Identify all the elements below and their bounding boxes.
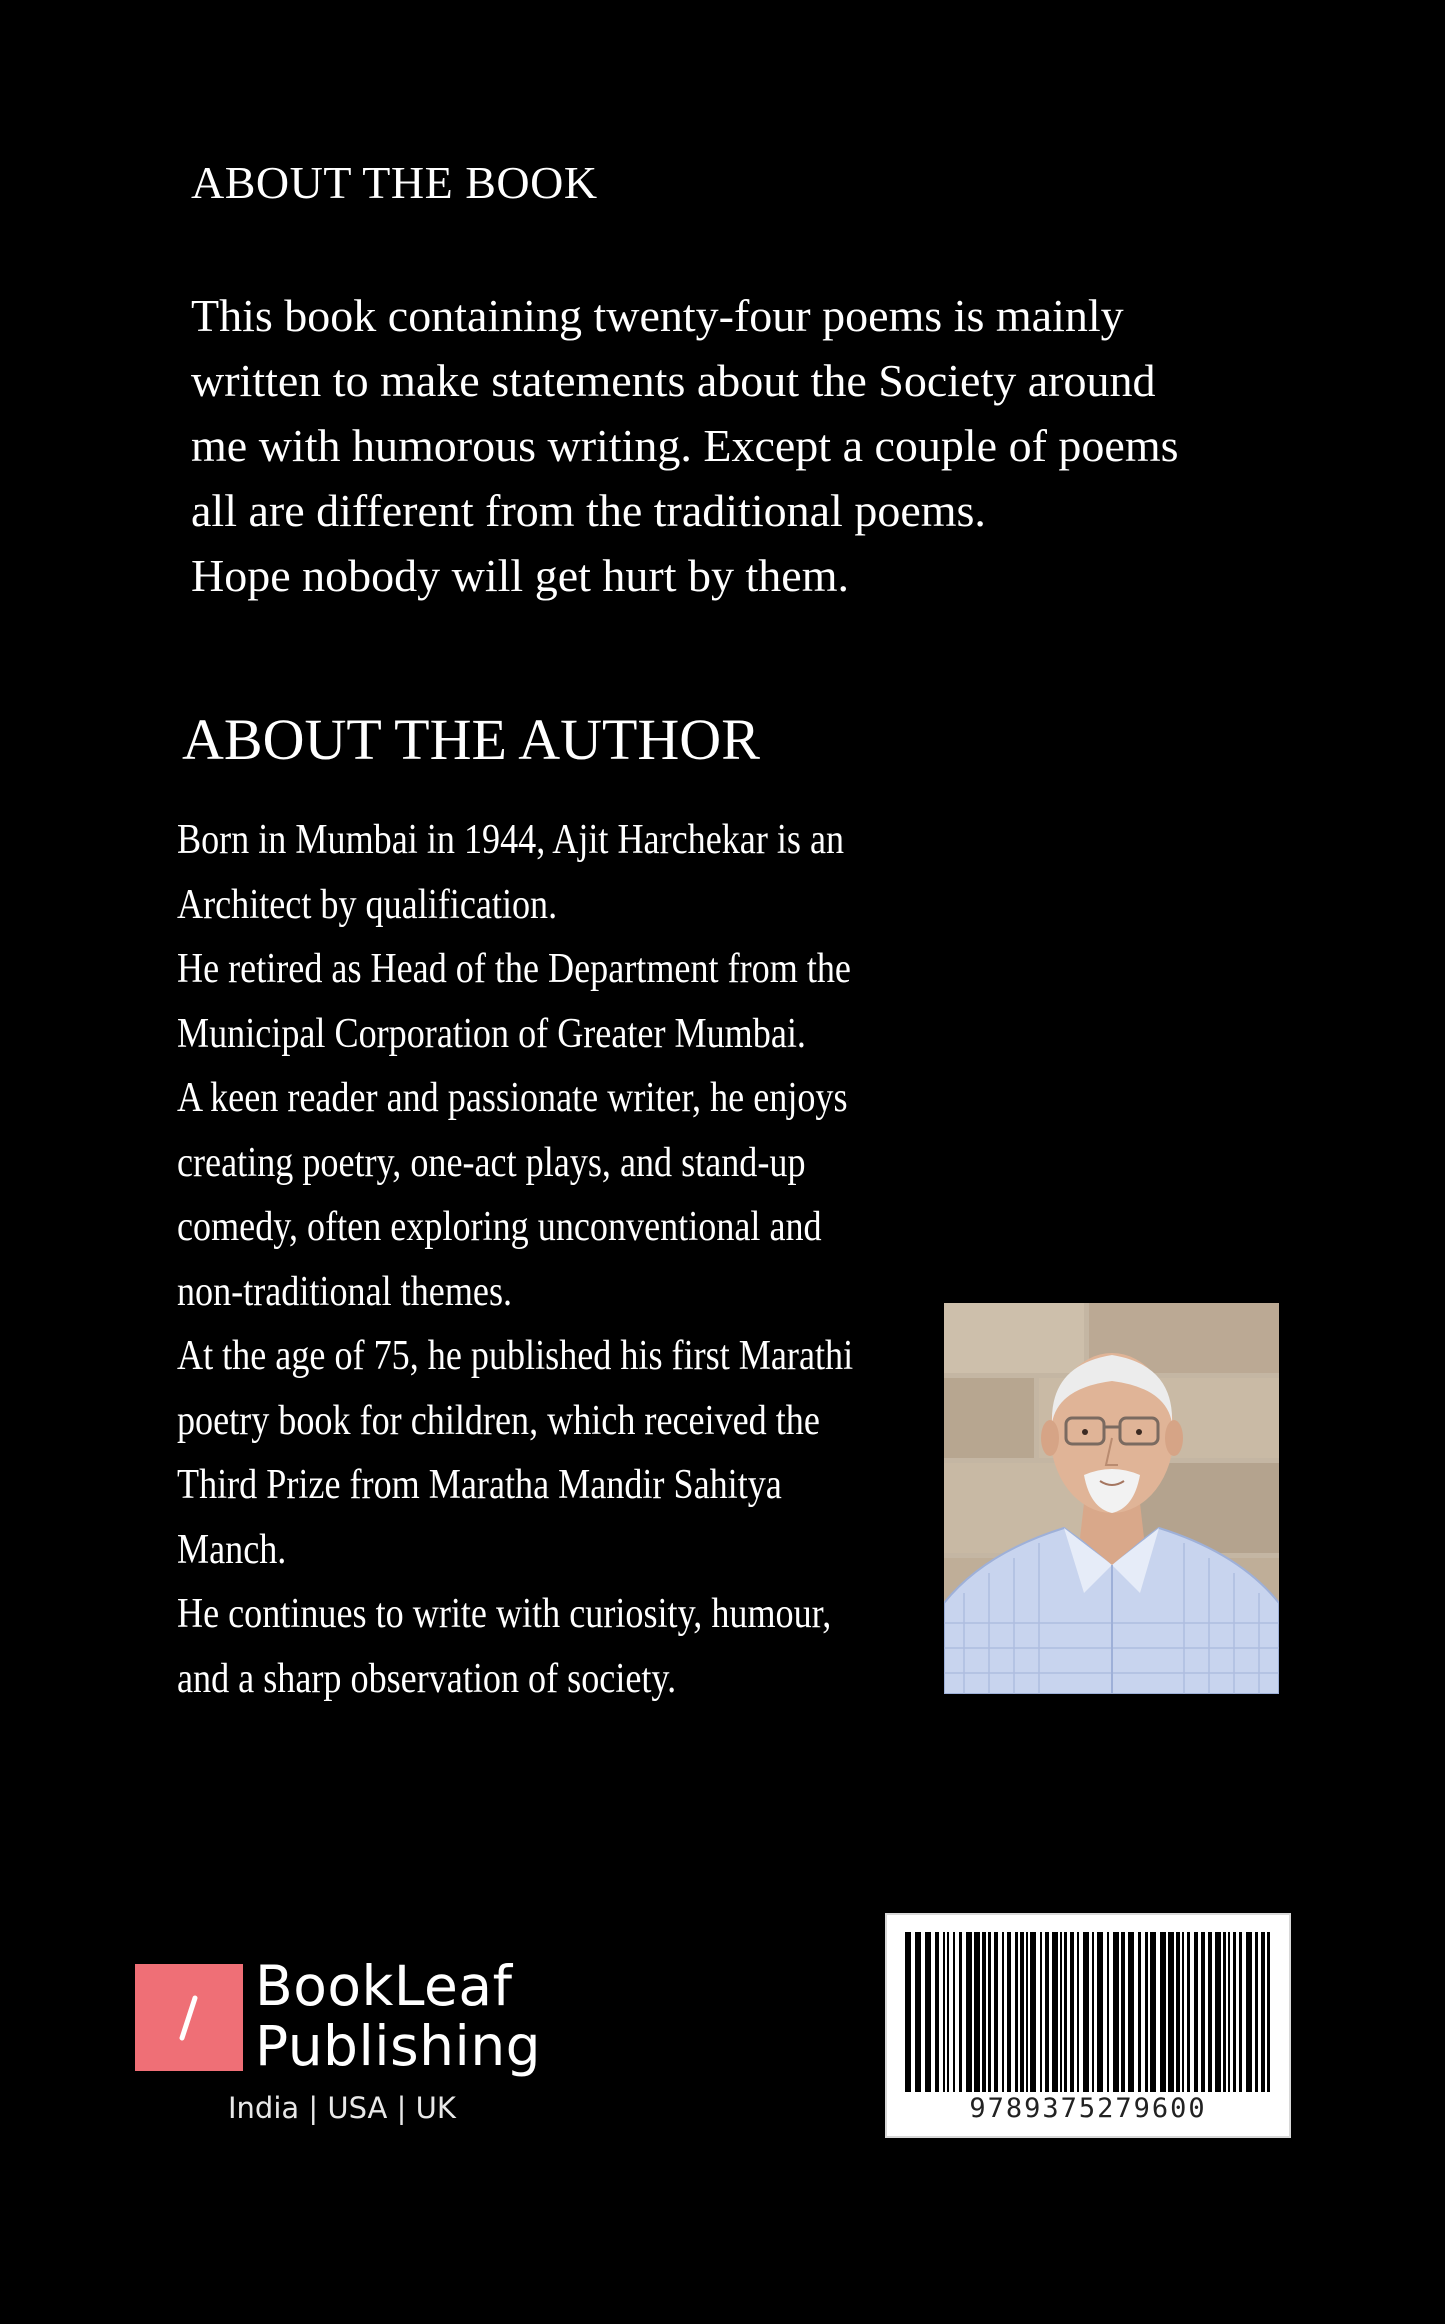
publisher-name-line1: BookLeaf [255,1954,513,2018]
publisher-logo-icon [135,1964,243,2071]
about-book-line: all are different from the traditional poems. [191,485,986,536]
barcode-bar [988,1932,991,2092]
isbn-number: 9789375279600 [969,2093,1207,2124]
barcode-bar [982,1932,986,2092]
about-book-line: me with humorous writing. Except a couple of poems [191,420,1179,471]
barcode-bar [1045,1932,1049,2092]
barcode-bar [1064,1932,1067,2092]
publisher-name [255,1956,541,2076]
barcode-bar [1026,1932,1028,2092]
barcode-bar [1233,1932,1236,2092]
about-author-line: Born in Mumbai in 1944, Ajit Harchekar is an [177,817,845,863]
barcode-bar [1052,1932,1058,2092]
about-book-text [191,283,1341,608]
barcode-bar [1201,1932,1205,2092]
about-author-line: poetry book for children, which received the [177,1397,820,1444]
about-author-line: Architect by qualification. [177,881,558,928]
barcode-bar [1070,1932,1074,2092]
barcode-bar [905,1932,911,2092]
barcode-bar [1182,1932,1184,2092]
barcode-bar [1160,1932,1166,2092]
barcode-bar [959,1932,962,2092]
publisher-regions: India | USA | UK [228,2091,456,2125]
about-book-heading: ABOUT THE BOOK [191,157,598,208]
barcode-bar [1255,1932,1258,2092]
about-author-line: He retired as Head of the Department from the [177,946,851,992]
about-author-line: and a sharp observation of society. [177,1655,677,1702]
barcode-bar [1030,1932,1036,2092]
barcode-bar [1239,1932,1242,2092]
barcode-bar [966,1932,972,2092]
barcode-bar [1246,1932,1252,2092]
about-author-line: A keen reader and passionate writer, he enjoys [177,1075,848,1121]
barcode-bar [1168,1932,1174,2092]
barcode-bar [1261,1932,1265,2092]
about-author-line: Manch. [177,1526,287,1573]
barcode-bar [1113,1932,1119,2092]
barcode-bar [1128,1932,1134,2092]
barcode-bar [943,1932,945,2092]
about-book-line: Hope nobody will get hurt by them. [191,550,849,601]
barcode-bar [1228,1932,1230,2092]
about-author-line: He continues to write with curiosity, humour, [177,1591,832,1637]
barcode-bar [1267,1932,1270,2092]
barcode-bar [935,1932,939,2092]
barcode-bar [1176,1932,1180,2092]
about-author-text [177,808,963,1711]
barcode-bar [1138,1932,1141,2092]
barcode-bar [994,1932,998,2092]
about-author-heading: ABOUT THE AUTHOR [182,707,760,772]
barcode-bar [1007,1932,1011,2092]
barcode-bar [1107,1932,1109,2092]
barcode-bar [1223,1932,1226,2092]
barcode-bar [974,1932,980,2092]
barcode-bar [1077,1932,1079,2092]
barcode-bar [1040,1932,1042,2092]
barcode-bar [1215,1932,1221,2092]
about-author-line: Municipal Corporation of Greater Mumbai. [177,1010,806,1057]
barcode-bar [953,1932,955,2092]
barcode-bar [1002,1932,1004,2092]
barcode-bar [1150,1932,1156,2092]
barcode-bar [1020,1932,1024,2092]
about-author-line: At the age of 75, he published his first Marathi [177,1333,854,1379]
barcode-bar [947,1932,949,2092]
barcode-bar [915,1932,921,2092]
barcode-bar [1187,1932,1190,2092]
barcode-bar [1121,1932,1125,2092]
about-book-line: This book containing twenty-four poems is mainly [191,290,1124,341]
about-book-line: written to make statements about the Society around [191,355,1156,406]
barcode-bar [1208,1932,1212,2092]
about-author-line: Third Prize from Maratha Mandir Sahitya [177,1462,782,1508]
barcode-bar [1194,1932,1198,2092]
barcode-bar [1083,1932,1089,2092]
about-author-line: comedy, often exploring unconventional and [177,1204,822,1250]
author-photo [944,1303,1279,1694]
barcode-bar [1145,1932,1148,2092]
barcode-bar [1060,1932,1062,2092]
barcode-bar [925,1932,931,2092]
barcode-bar [1097,1932,1103,2092]
barcode-bar [1092,1932,1094,2092]
barcode-bar [1015,1932,1018,2092]
isbn-barcode [885,1913,1291,2138]
publisher-name-line2: Publishing [255,2014,542,2078]
about-author-line: non-traditional themes. [177,1268,513,1315]
about-author-line: creating poetry, one-act plays, and stand-up [177,1139,806,1186]
barcode-bars [905,1932,1273,2097]
